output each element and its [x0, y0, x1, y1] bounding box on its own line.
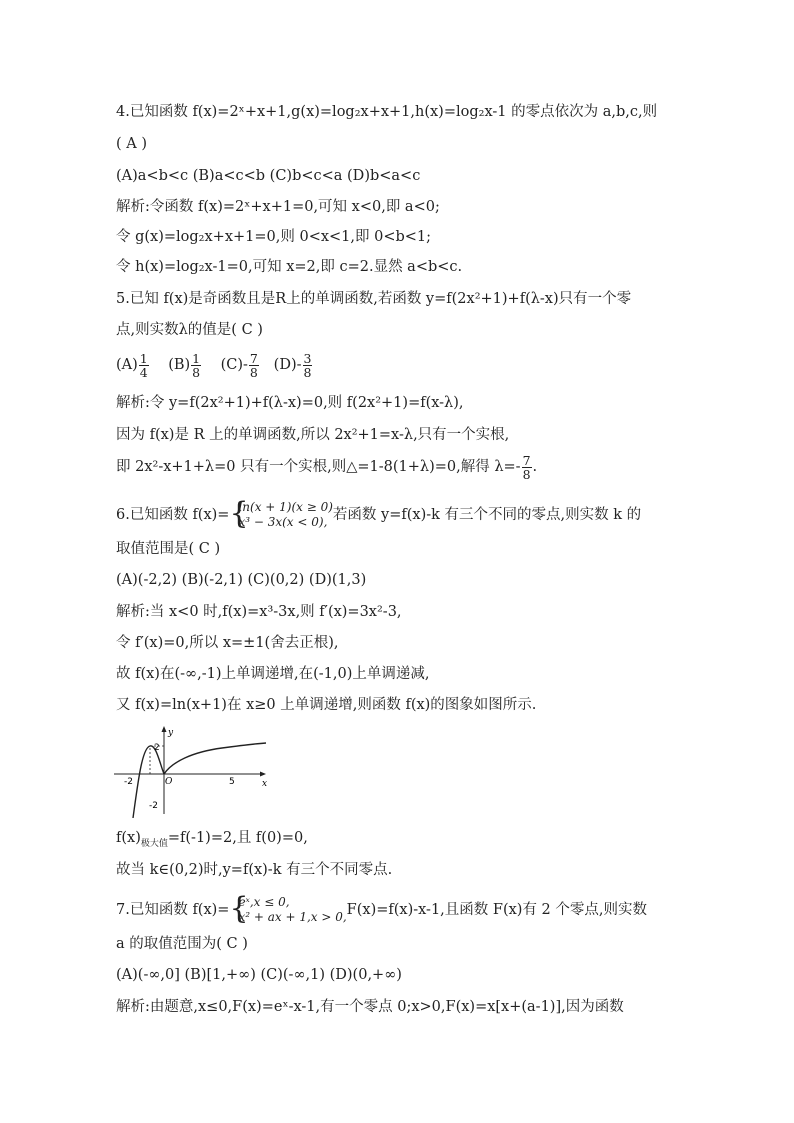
q4-answer: ( A ): [116, 136, 148, 152]
x-label: x: [262, 779, 268, 789]
tick-x-5: 5: [229, 777, 235, 787]
q7-stem-2: a 的取值范围为( C ): [116, 936, 248, 952]
q7-piecewise: { eˣ,x ≤ 0, x² + ax + 1,x > 0,: [229, 891, 347, 926]
y-axis-arrow: [162, 726, 167, 732]
q6-solution-1: 解析:当 x<0 时,f(x)=x³-3x,则 f′(x)=3x²-3,: [116, 604, 402, 620]
q5-option-a: (A) $\frac{1}{4}$: [116, 350, 148, 380]
q5-option-b: (B) $\frac{1}{8}$: [168, 350, 201, 380]
tick-x-neg2: -2: [124, 777, 133, 787]
x-axis-arrow: [260, 772, 266, 777]
q4-solution-2: 令 g(x)=log₂x+x+1=0,则 0<x<1,即 0<b<1;: [116, 229, 432, 245]
q5-options: [116, 350, 313, 380]
q4-solution-3: 令 h(x)=log₂x-1=0,可知 x=2,即 c=2.显然 a<b<c.: [116, 259, 463, 275]
q4-solution-1: 解析:令函数 f(x)=2ˣ+x+1=0,可知 x<0,即 a<0;: [116, 199, 440, 215]
q6-options: (A)(-2,2) (B)(-2,1) (C)(0,2) (D)(1,3): [116, 572, 367, 588]
tick-y-neg2: -2: [149, 801, 158, 811]
q4-stem: 4.已知函数 f(x)=2ˣ+x+1,g(x)=log₂x+x+1,h(x)=log₂x-1 的零点依次为 a,b,c,则: [116, 104, 658, 120]
q5-option-d: (D)- $\frac{3}{8}$: [273, 350, 312, 380]
function-graph: [112, 722, 272, 818]
q7-options: (A)(-∞,0] (B)[1,+∞) (C)(-∞,1) (D)(0,+∞): [116, 967, 402, 983]
q5-solution-2: 因为 f(x)是 R 上的单调函数,所以 2x²+1=x-λ,只有一个实根,: [116, 427, 510, 443]
q6-solution-2: 令 f′(x)=0,所以 x=±1(舍去正根),: [116, 635, 339, 651]
tick-y-2: 2: [154, 743, 160, 753]
q5-stem-2: 点,则实数λ的值是( C ): [116, 322, 263, 338]
q6-solution-3: 故 f(x)在(-∞,-1)上单调递增,在(-1,0)上单调递减,: [116, 666, 430, 682]
origin-label: O: [165, 777, 173, 787]
q6-solution-6: 故当 k∈(0,2)时,y=f(x)-k 有三个不同零点.: [116, 862, 393, 878]
y-label: y: [168, 728, 174, 738]
q6-solution-4: 又 f(x)=ln(x+1)在 x≥0 上单调递增,则函数 f(x)的图象如图所示.: [116, 697, 537, 713]
q5-solution-3: 即 2x²-x+1+λ=0 只有一个实根,则△=1-8(1+λ)=0,解得 λ=- $\frac{7}{8}$ .: [116, 452, 538, 482]
q6-stem-1: 6.已知函数 f(x)= { ln(x + 1)(x ≥ 0) x³ − 3x(x < 0), 若函数 y=f(x)-k 有三个不同的零点,则实数 k 的: [116, 496, 642, 531]
q6-solution-5: $f(x)_{极大值}=f(-1)=2$,且 f(0)=0,: [116, 830, 308, 849]
q6-piecewise: { ln(x + 1)(x ≥ 0) x³ − 3x(x < 0),: [229, 496, 333, 531]
q5-option-c: (C)- $\frac{7}{8}$: [220, 350, 258, 380]
q4-options: (A)a<b<c (B)a<c<b (C)b<c<a (D)b<a<c: [116, 168, 421, 184]
q5-solution-1: 解析:令 y=f(2x²+1)+f(λ-x)=0,则 f(2x²+1)=f(x-λ),: [116, 395, 464, 411]
q7-stem-1: 7.已知函数 f(x)= { eˣ,x ≤ 0, x² + ax + 1,x > 0, F(x)=f(x)-x-1,且函数 F(x)有 2 个零点,则实数: [116, 891, 648, 926]
q5-stem-1: 5.已知 f(x)是奇函数且是R上的单调函数,若函数 y=f(2x²+1)+f(λ-x)只有一个零: [116, 291, 632, 307]
q6-stem-2: 取值范围是( C ): [116, 541, 221, 557]
q7-solution-1: 解析:由题意,x≤0,F(x)=eˣ-x-1,有一个零点 0;x>0,F(x)=x[x+(a-1)],因为函数: [116, 999, 624, 1015]
log-curve: [164, 743, 266, 774]
